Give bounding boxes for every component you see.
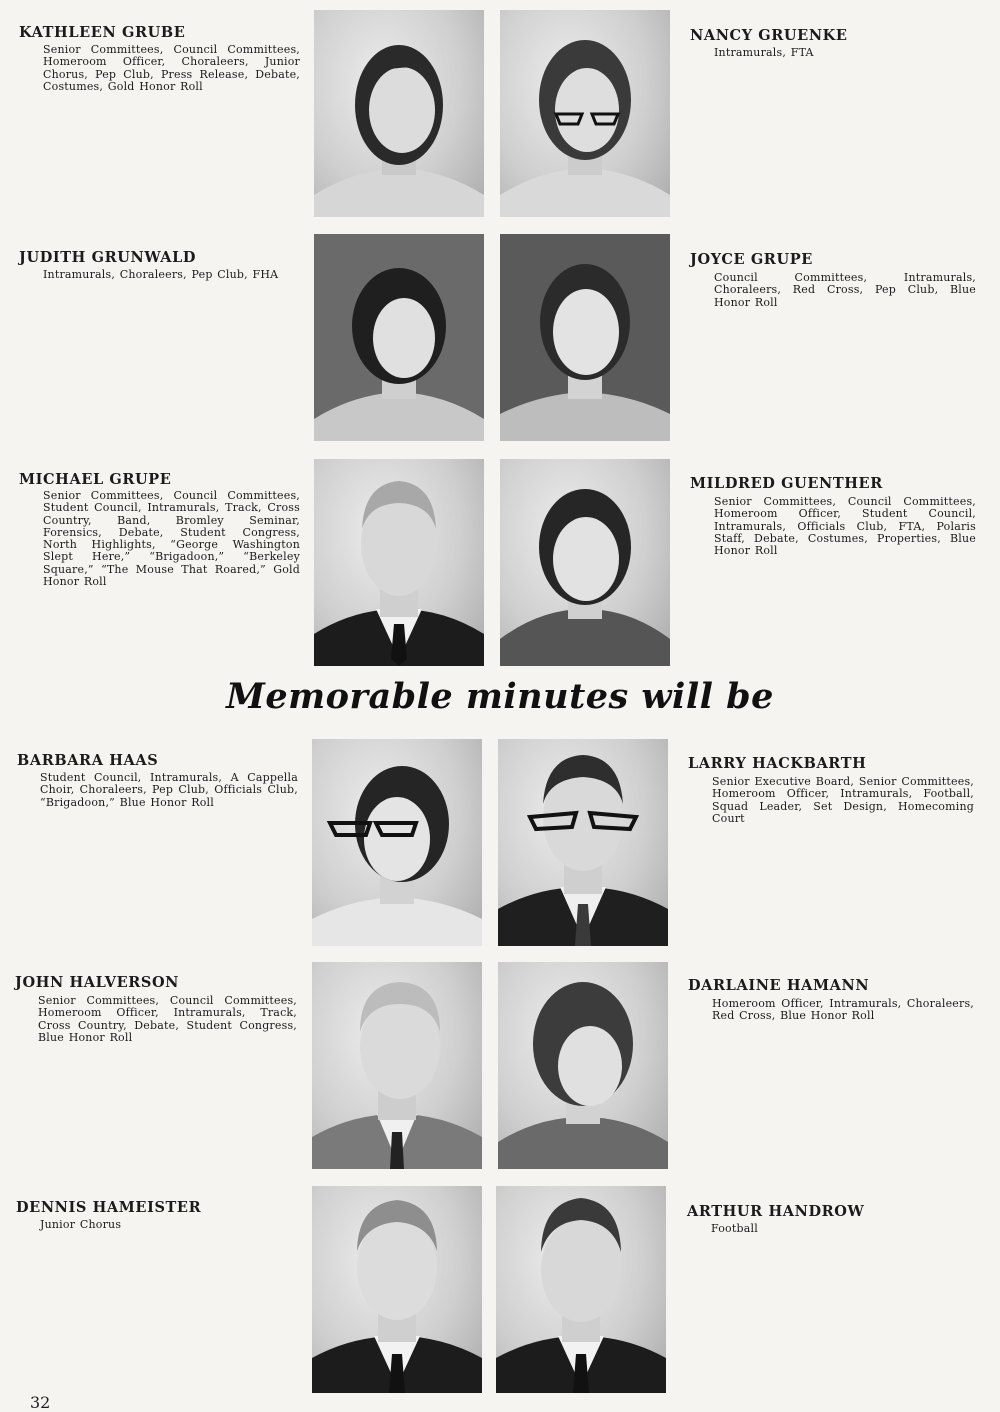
student-portrait	[312, 739, 482, 946]
student-activities: Intramurals, FTA	[714, 46, 814, 59]
student-name: JOHN HALVERSON	[15, 974, 180, 991]
female-portrait-icon	[314, 10, 484, 217]
female-portrait-icon	[500, 459, 670, 666]
male-portrait-icon	[314, 459, 484, 666]
student-activities: Senior Committees, Council Committees, Homeroom Officer, Choraleers, Junior Chorus, Pep Club, Press Release, Debate, Costumes, Gold Honor Roll	[43, 43, 300, 93]
student-name: BARBARA HAAS	[17, 752, 159, 769]
male-portrait-icon	[496, 1186, 666, 1393]
female-portrait-icon	[314, 234, 484, 441]
student-name: KATHLEEN GRUBE	[19, 24, 186, 41]
student-name: JUDITH GRUNWALD	[19, 249, 197, 266]
student-name: DARLAINE HAMANN	[688, 977, 870, 994]
student-portrait	[500, 459, 670, 666]
female-portrait-icon	[498, 962, 668, 1169]
student-name: JOYCE GRUPE	[690, 251, 813, 268]
student-name: DENNIS HAMEISTER	[16, 1199, 202, 1216]
student-name: MILDRED GUENTHER	[690, 475, 883, 492]
page-number: 32	[30, 1393, 51, 1412]
student-portrait	[498, 962, 668, 1169]
female-portrait-icon	[312, 739, 482, 946]
student-portrait	[500, 234, 670, 441]
male-portrait-icon	[498, 739, 668, 946]
student-portrait	[314, 10, 484, 217]
student-portrait	[312, 1186, 482, 1393]
student-portrait	[314, 234, 484, 441]
student-activities: Student Council, Intramurals, A Cappella Choir, Choraleers, Pep Club, Officials Club, “Brigadoon,” Blue Honor Roll	[40, 771, 298, 809]
male-portrait-icon	[312, 962, 482, 1169]
student-portrait	[498, 739, 668, 946]
page-headline: Memorable minutes will be	[226, 676, 774, 717]
student-activities: Intramurals, Choraleers, Pep Club, FHA	[43, 268, 279, 281]
student-activities: Senior Committees, Council Committees, Homeroom Officer, Intramurals, Track, Cross Country, Debate, Student Congress, Blue Honor Roll	[38, 994, 297, 1044]
student-name: NANCY GRUENKE	[690, 27, 848, 44]
student-portrait	[312, 962, 482, 1169]
student-activities: Council Committees, Intramurals, Choraleers, Red Cross, Pep Club, Blue Honor Roll	[714, 271, 976, 309]
female-portrait-icon	[500, 10, 670, 217]
student-activities: Senior Executive Board, Senior Committees, Homeroom Officer, Intramurals, Football, Squad Leader, Set Design, Homecoming Court	[712, 775, 974, 825]
student-name: LARRY HACKBARTH	[688, 755, 867, 772]
student-portrait	[496, 1186, 666, 1393]
student-activities: Homeroom Officer, Intramurals, Choraleers, Red Cross, Blue Honor Roll	[712, 997, 974, 1023]
student-activities: Senior Committees, Council Committees, Homeroom Officer, Student Council, Intramurals, Officials Club, FTA, Polaris Staff, Debate, Costumes, Properties, Blue Honor Roll	[714, 495, 976, 558]
student-activities: Senior Committees, Council Committees, Student Council, Intramurals, Track, Cross Country, Band, Bromley Seminar, Forensics, Debate, Student Congress, North Highlights, “George Washington Slept Here,” “Brigadoon,” “Berkeley Square,” “The Mouse That Roared,” Gold Honor Roll	[43, 489, 300, 589]
student-activities: Football	[711, 1222, 758, 1235]
student-portrait	[314, 459, 484, 666]
student-name: MICHAEL GRUPE	[19, 471, 172, 488]
student-activities: Junior Chorus	[40, 1218, 122, 1231]
male-portrait-icon	[312, 1186, 482, 1393]
student-name: ARTHUR HANDROW	[687, 1203, 865, 1220]
female-portrait-icon	[500, 234, 670, 441]
student-portrait	[500, 10, 670, 217]
